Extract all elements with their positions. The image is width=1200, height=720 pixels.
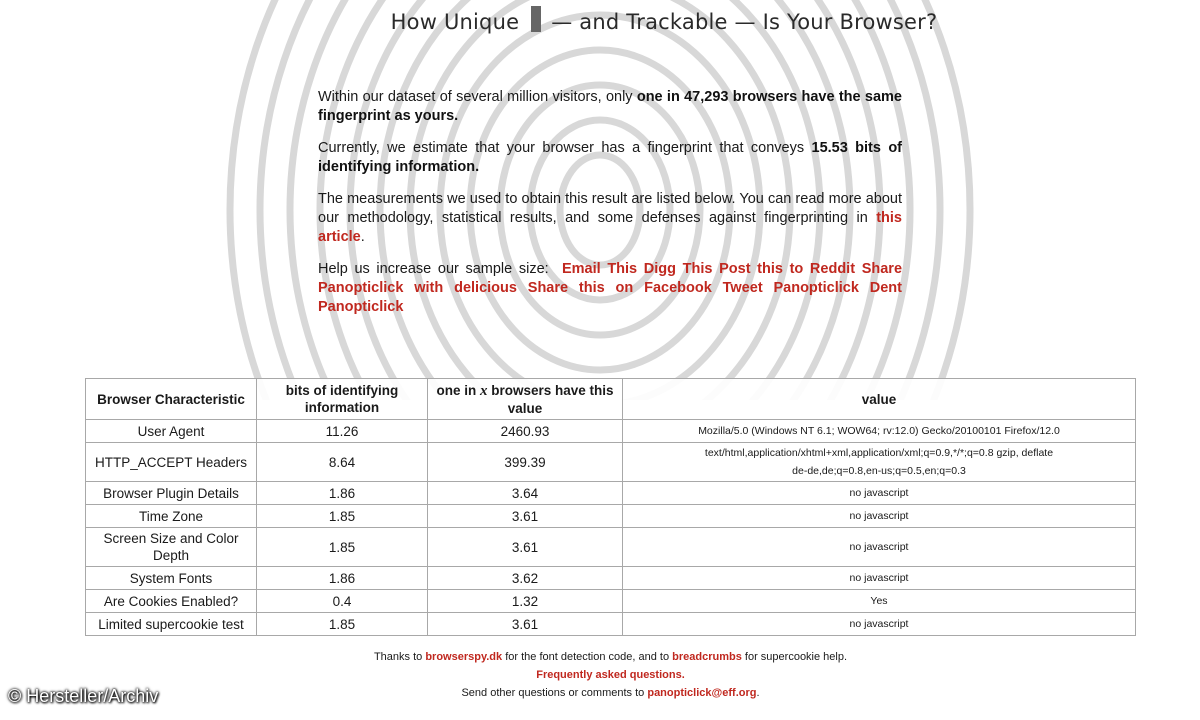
bits-result: 15.53 bits of identifying information. [318,140,902,175]
email-this-link[interactable]: Email This [561,261,638,277]
header-text: browsers have this value [487,382,614,416]
row-characteristic: Limited supercookie test [86,613,257,636]
footer-thanks [85,648,1136,666]
table-row [86,528,1136,567]
row-one-in: 3.61 [428,505,623,528]
summary-text: . [360,229,365,245]
row-characteristic: User Agent [86,420,257,443]
delicious-share-link[interactable]: Share Panopticlick with delicious [318,261,903,296]
table-row [86,505,1136,528]
summary-share [318,260,902,317]
footer-text: Send other questions or comments to [461,687,648,699]
row-bits: 1.86 [257,482,428,505]
page-title [0,6,1200,34]
row-one-in: 2460.93 [428,420,623,443]
header-one-in-x [428,379,623,420]
footer-faq [85,666,1136,684]
row-value: text/html,application/xhtml+xml,application/xml;q=0.9,*/*;q=0.8 gzip, deflate de-de,de;q=0.8,en-us;q=0.5,en;q=0.3 [623,443,1136,482]
row-characteristic: HTTP_ACCEPT Headers [86,443,257,482]
title-part-2: — and Trackable — Is Your Browser? [551,10,938,34]
table-row [86,420,1136,443]
row-characteristic: Time Zone [86,505,257,528]
row-one-in: 3.64 [428,482,623,505]
row-one-in: 1.32 [428,590,623,613]
facebook-share-link[interactable]: Share this on Facebook [527,280,712,296]
row-characteristic: Screen Size and Color Depth [86,528,257,567]
row-value: no javascript [623,505,1136,528]
header-value: value [623,379,1136,420]
dent-link[interactable]: Dent Panopticlick [318,280,902,315]
row-value: Yes [623,590,1136,613]
table-row [86,482,1136,505]
table-row [86,613,1136,636]
row-value: no javascript [623,567,1136,590]
row-one-in: 399.39 [428,443,623,482]
summary-bits [318,139,902,177]
footer-contact [85,684,1136,702]
header-x-variable: x [479,382,488,399]
row-one-in: 3.62 [428,567,623,590]
table-row [86,567,1136,590]
summary-text: Within our dataset of several million visitors, only [318,89,637,105]
header-text: one in [436,382,480,398]
title-divider-bar [531,6,541,32]
header-characteristic: Browser Characteristic [86,379,257,420]
page-footer [85,648,1136,702]
digg-this-link[interactable]: Digg This [643,261,713,277]
summary-text: Currently, we estimate that your browser has a fingerprint that conveys [318,140,812,156]
row-characteristic: Are Cookies Enabled? [86,590,257,613]
summary-section [318,88,902,330]
row-bits: 1.85 [257,505,428,528]
footer-text: Thanks to [373,651,426,663]
fingerprint-results-table [85,378,1136,636]
breadcrumbs-link[interactable]: breadcrumbs [672,651,742,663]
reddit-share-link[interactable]: Post this to Reddit [719,261,856,277]
row-value: no javascript [623,482,1136,505]
summary-text: The measurements we used to obtain this result are listed below. You can read more about our methodology, statistical results, and some defenses against fingerprinting in [318,191,902,226]
row-bits: 0.4 [257,590,428,613]
summary-methodology [318,190,902,247]
faq-link[interactable]: Frequently asked questions. [536,669,685,681]
header-bits: bits of identifying information [257,379,428,420]
row-characteristic: System Fonts [86,567,257,590]
row-bits: 1.85 [257,613,428,636]
share-prompt: Help us increase our sample size: [318,261,549,277]
summary-uniqueness [318,88,902,126]
row-value: Mozilla/5.0 (Windows NT 6.1; WOW64; rv:12.0) Gecko/20100101 Firefox/12.0 [623,420,1136,443]
title-part-1: How Unique [390,10,520,34]
table-row [86,443,1136,482]
row-value: no javascript [623,613,1136,636]
image-credit: © Hersteller/Archiv [8,686,159,706]
footer-text: for supercookie help. [741,651,848,663]
row-bits: 1.86 [257,567,428,590]
table-row [86,590,1136,613]
contact-email-link[interactable]: panopticlick@eff.org [647,687,757,699]
footer-text: for the font detection code, and to [502,651,673,663]
row-bits: 1.85 [257,528,428,567]
row-one-in: 3.61 [428,613,623,636]
row-one-in: 3.61 [428,528,623,567]
tweet-link[interactable]: Tweet Panopticlick [722,280,859,296]
row-bits: 8.64 [257,443,428,482]
table-header-row [86,379,1136,420]
row-bits: 11.26 [257,420,428,443]
footer-text: . [756,687,760,699]
this-article-link[interactable]: this article [318,210,902,245]
row-value: no javascript [623,528,1136,567]
row-characteristic: Browser Plugin Details [86,482,257,505]
uniqueness-result: one in 47,293 browsers have the same fingerprint as yours. [318,89,902,124]
browserspy-link[interactable]: browserspy.dk [425,651,503,663]
